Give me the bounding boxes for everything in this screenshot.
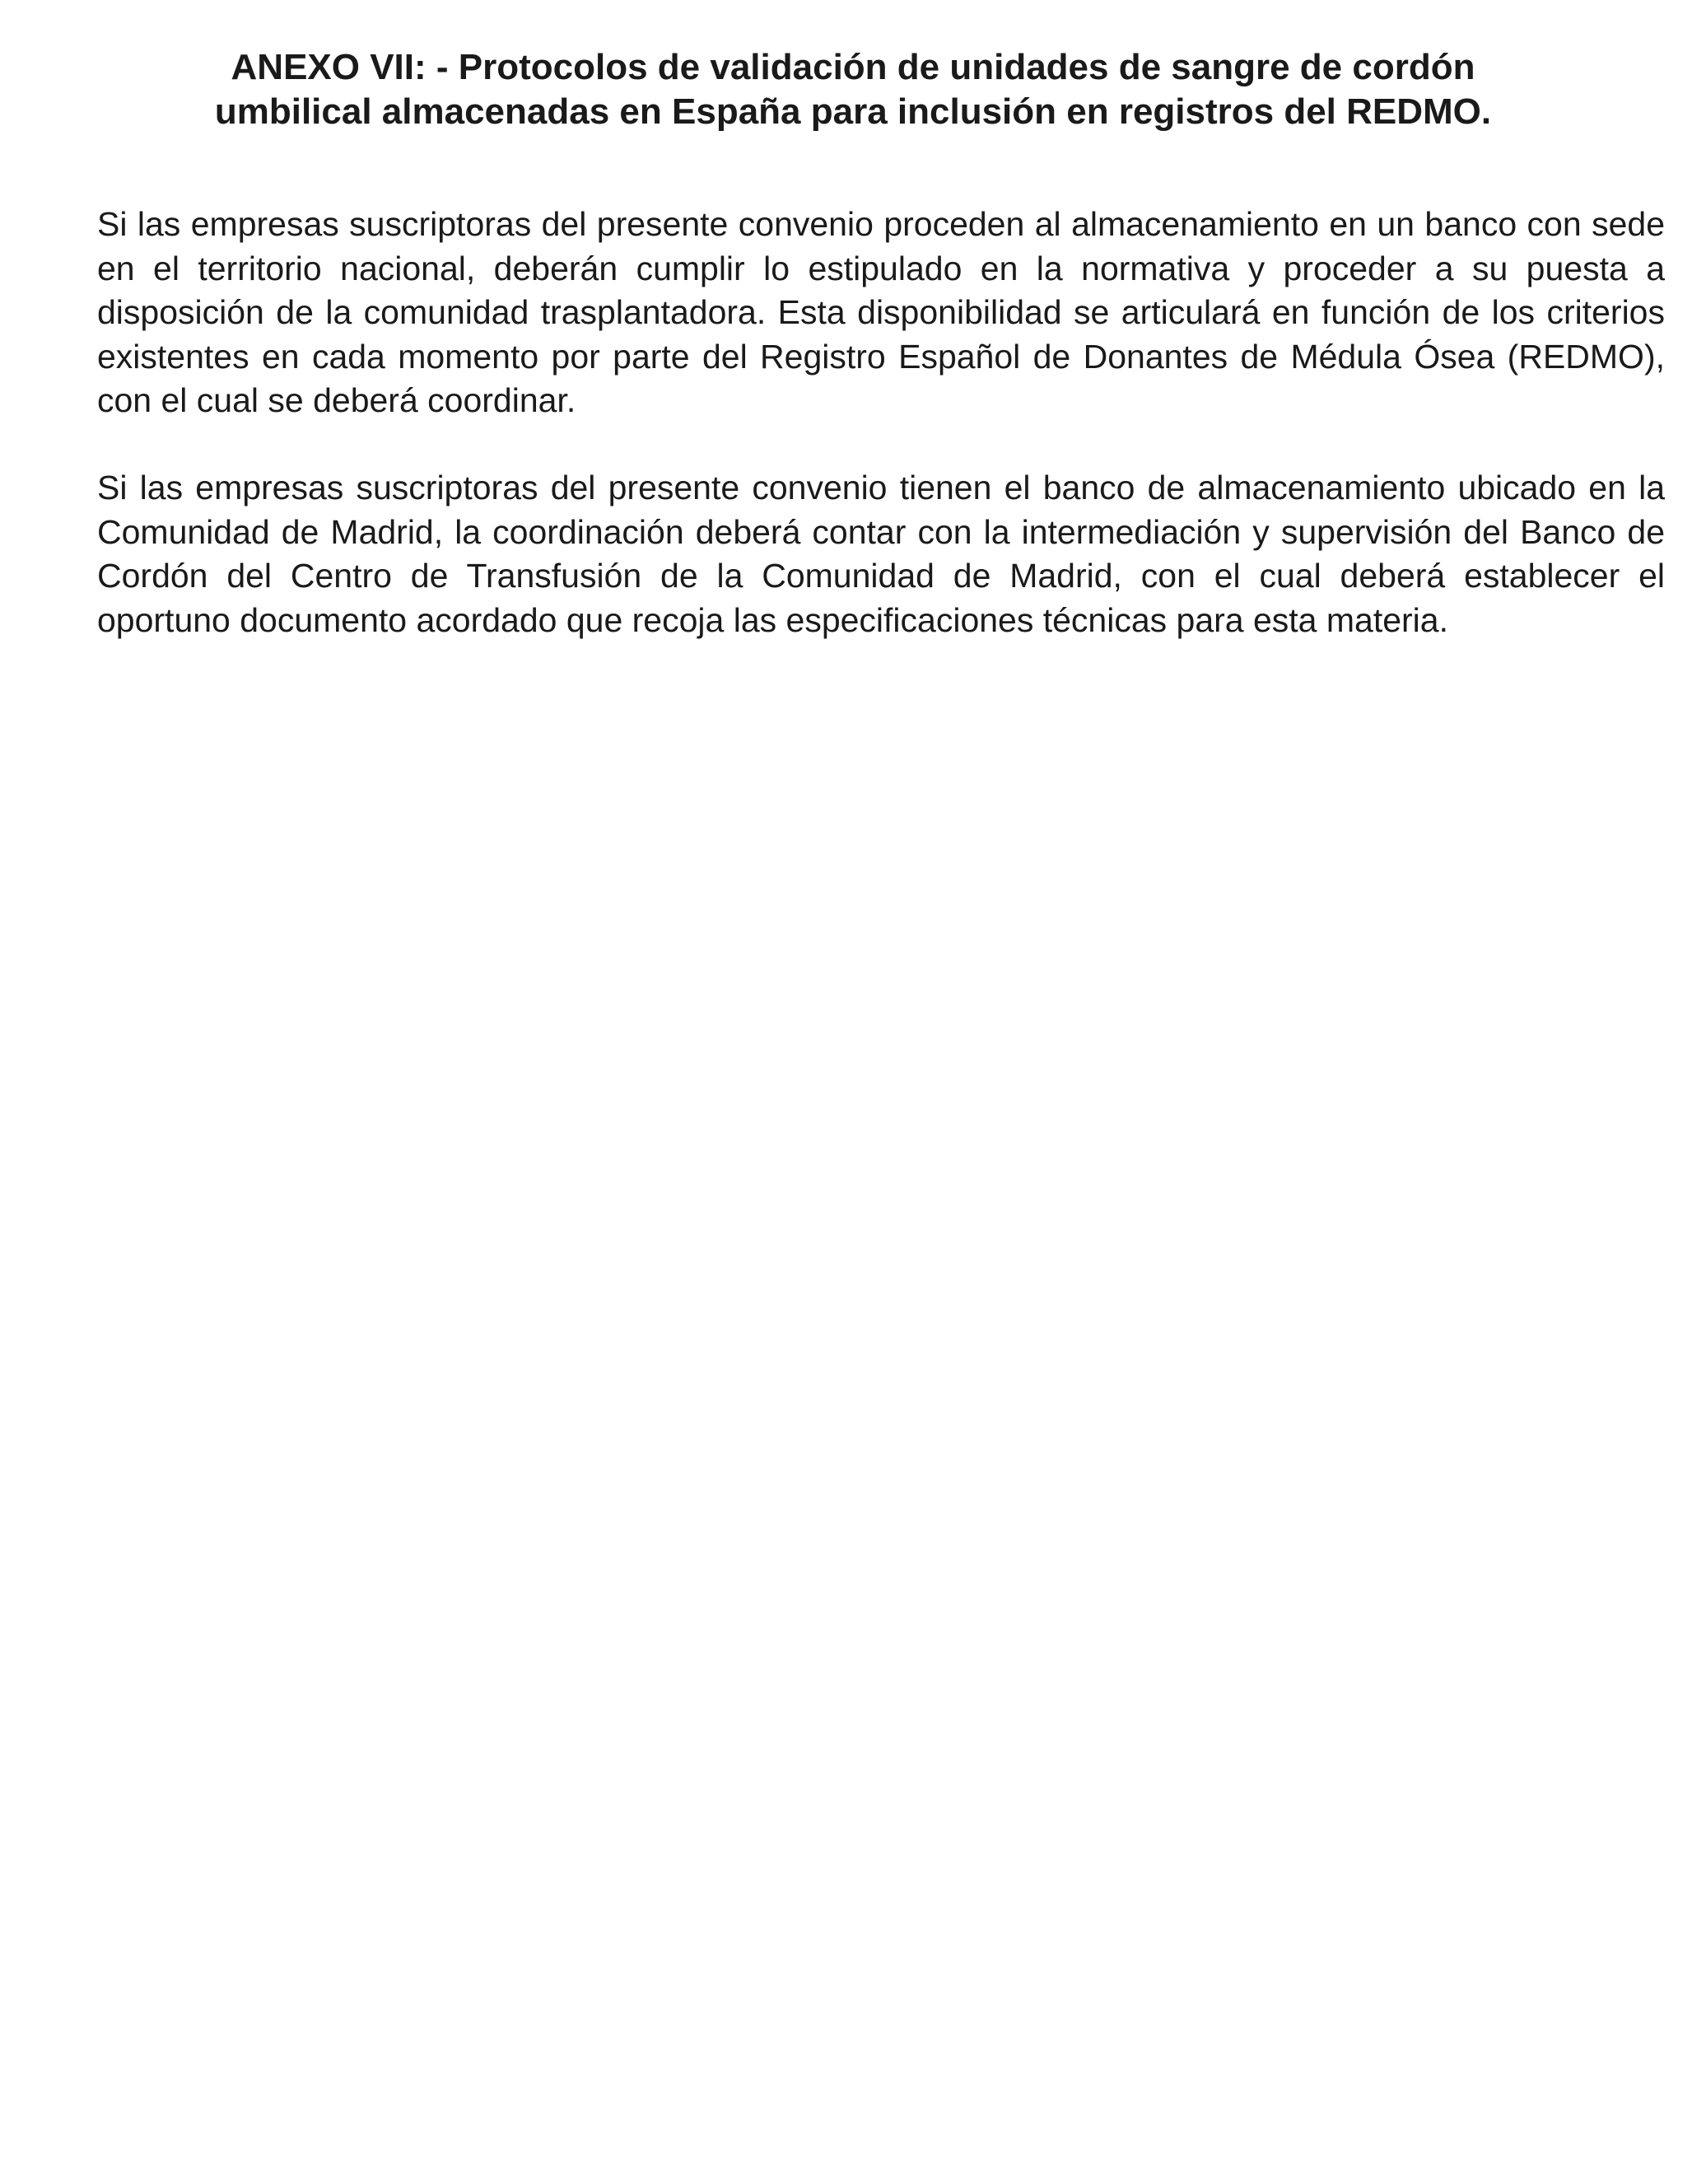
- annex-title: [124, 45, 1582, 134]
- annex-title-line-2: umbilical almacenadas en España para inclusión en registros del REDMO.: [214, 91, 1492, 132]
- annex-title-line-1: ANEXO VII: - Protocolos de validación de unidades de sangre de cordón: [231, 47, 1475, 87]
- paragraph-madrid-cord-bank: Si las empresas suscriptoras del presente convenio tienen el banco de almacenamiento ubicado en la Comunidad de Madrid, la coordinación deberá contar con la intermediación y supervisión del Banco de Cordón del Centro de Transfusión de la Comunidad de Madrid, con el cual deberá establecer el oportuno documento acordado que recoja las especificaciones técnicas para esta materia.: [97, 469, 1665, 639]
- paragraph-redmo-coordination: Si las empresas suscriptoras del presente convenio proceden al almacenamiento en un banco con sede en el territorio nacional, deberán cumplir lo estipulado en la normativa y proceder a su puesta a disposición de la comunidad trasplantadora. Esta disponibilidad se articulará en función de los criterios existentes en cada momento por parte del Registro Español de Donantes de Médula Ósea (REDMO), con el cual se deberá coordinar.: [97, 205, 1665, 419]
